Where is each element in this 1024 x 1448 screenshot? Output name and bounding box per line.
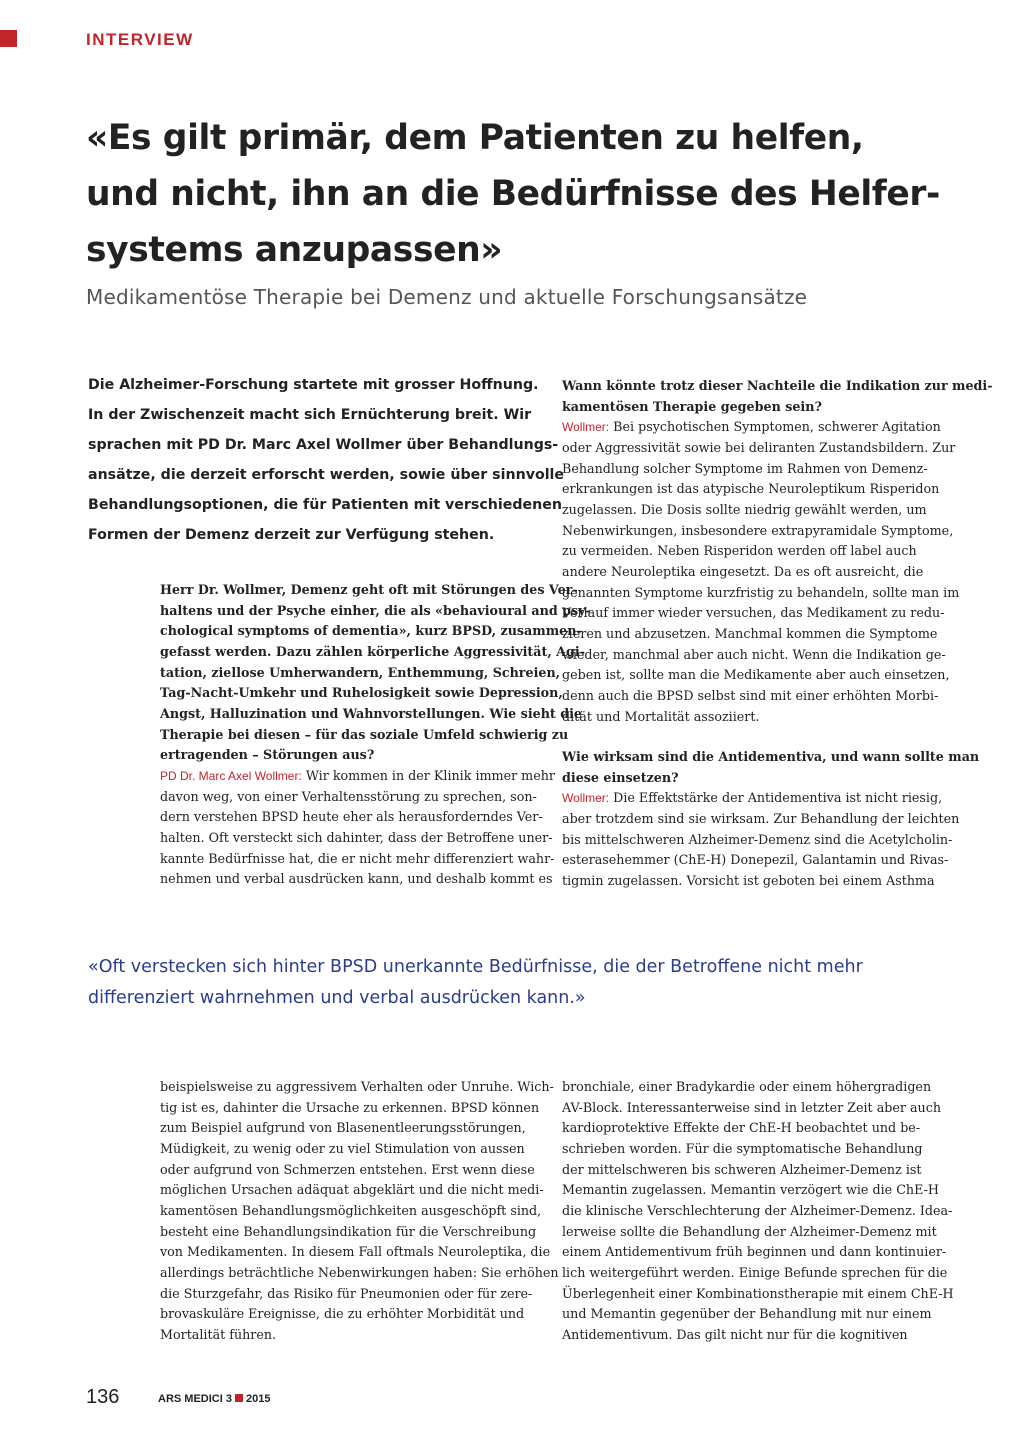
- column-2-top: [562, 376, 993, 892]
- question-line: kamentösen Therapie gegeben sein?: [562, 398, 822, 414]
- question-line: tation, ziellose Umherwandern, Enthemmung, Schreien,: [160, 664, 561, 680]
- answer-text: Bei psychotischen Symptomen, schwerer Agitation: [609, 419, 941, 435]
- answer-line: halten. Oft versteckt sich dahinter, dass der Betroffene uner-: [160, 829, 553, 845]
- journal-name: ARS MEDICI 3: [158, 1393, 232, 1405]
- answer-line: zugelassen. Die Dosis sollte niedrig gewählt werden, um: [562, 501, 927, 517]
- body-line: bronchiale, einer Bradykardie oder einem höhergradigen: [562, 1079, 932, 1094]
- body-line: AV-Block. Interessanterweise sind in letzter Zeit aber auch: [562, 1099, 941, 1115]
- pull-quote: [88, 952, 968, 1014]
- answer-line: [160, 766, 555, 787]
- answer-line: geben ist, sollte man die Medikamente aber auch einsetzen,: [562, 667, 950, 683]
- question-line: gefasst werden. Dazu zählen körperliche Aggressivität, Agi-: [160, 643, 585, 659]
- footer-square-marker: [235, 1394, 243, 1402]
- lead-line: Die Alzheimer-Forschung startete mit grosser Hoffnung.: [88, 377, 539, 393]
- question-line: Herr Dr. Wollmer, Demenz geht oft mit Störungen des Ver-: [160, 582, 578, 597]
- lead-paragraph: [88, 370, 565, 550]
- answer-line: genannten Symptome kurzfristig zu behandeln, sollte man im: [562, 584, 960, 600]
- column-1-bottom: [160, 1077, 559, 1346]
- answer-line: bis mittelschweren Alzheimer-Demenz sind die Acetylcholin-: [562, 831, 953, 847]
- answer-line: zu vermeiden. Neben Risperidon werden off label auch: [562, 543, 917, 559]
- section-marker: [0, 30, 17, 47]
- question-line: diese einsetzen?: [562, 769, 679, 785]
- body-line: kamentösen Behandlungsmöglichkeiten ausgeschöpft sind,: [160, 1202, 542, 1218]
- lead-line: Behandlungsoptionen, die für Patienten mit verschiedenen: [88, 497, 562, 513]
- pull-quote-line: «Oft verstecken sich hinter BPSD unerkannte Bedürfnisse, die der Betroffene nicht mehr: [88, 957, 863, 977]
- question-line: Wie wirksam sind die Antidementiva, und wann sollte man: [562, 749, 980, 765]
- answer-line: davon weg, von einer Verhaltensstörung zu sprechen, son-: [160, 788, 537, 804]
- answer-line: Nebenwirkungen, insbesondere extrapyramidale Symptome,: [562, 522, 954, 538]
- title-line: und nicht, ihn an die Bedürfnisse des Helfer-: [86, 174, 940, 214]
- article-title: [86, 110, 966, 278]
- section-label: INTERVIEW: [86, 30, 194, 49]
- question-line: Angst, Halluzination und Wahnvorstellungen. Wie sieht die: [160, 705, 582, 721]
- lead-line: sprachen mit PD Dr. Marc Axel Wollmer über Behandlungs-: [88, 437, 559, 453]
- body-line: beispielsweise zu aggressivem Verhalten oder Unruhe. Wich-: [160, 1079, 554, 1094]
- answer-line: esterasehemmer (ChE-H) Donepezil, Galantamin und Rivas-: [562, 852, 949, 868]
- speaker-name: Wollmer:: [562, 420, 610, 435]
- answer-line: erkrankungen ist das atypische Neuroleptikum Risperidon: [562, 481, 940, 497]
- body-line: einem Antidementivum früh beginnen und dann kontinuier-: [562, 1244, 947, 1260]
- lead-line: In der Zwischenzeit macht sich Ernüchterung breit. Wir: [88, 407, 532, 423]
- answer-line: kannte Bedürfnisse hat, die er nicht mehr differenziert wahr-: [160, 850, 555, 866]
- answer-line: dität und Mortalität assoziiert.: [562, 708, 760, 724]
- body-line: Memantin zugelassen. Memantin verzögert wie die ChE-H: [562, 1182, 939, 1198]
- answer-text: Wir kommen in der Klinik immer mehr: [301, 767, 555, 783]
- body-line: allerdings beträchtliche Nebenwirkungen haben: Sie erhöhen: [160, 1264, 559, 1280]
- article-subtitle: Medikamentöse Therapie bei Demenz und aktuelle Forschungsansätze: [86, 285, 808, 309]
- answer-line: wieder, manchmal aber auch nicht. Wenn die Indikation ge-: [562, 646, 946, 662]
- title-line: systems anzupassen»: [86, 230, 503, 270]
- answer-line: zieren und abzusetzen. Manchmal kommen die Symptome: [562, 625, 938, 641]
- body-line: schrieben worden. Für die symptomatische Behandlung: [562, 1140, 923, 1156]
- body-line: lerweise sollte die Behandlung der Alzheimer-Demenz mit: [562, 1223, 937, 1239]
- question-line: Tag-Nacht-Umkehr und Ruhelosigkeit sowie Depression,: [160, 685, 563, 701]
- answer-line: [562, 417, 941, 438]
- body-line: brovaskuläre Ereignisse, die zu erhöhter Morbidität und: [160, 1306, 525, 1322]
- question-line: Therapie bei diesen – für das soziale Umfeld schwierig zu: [160, 726, 569, 742]
- answer-line: andere Neuroleptika eingesetzt. Da es oft ausreicht, die: [562, 563, 924, 579]
- answer-line: denn auch die BPSD selbst sind mit einer erhöhten Morbi-: [562, 687, 939, 703]
- speaker-name: Wollmer:: [562, 791, 610, 806]
- body-line: oder aufgrund von Schmerzen entstehen. Erst wenn diese: [160, 1161, 535, 1177]
- body-line: der mittelschweren bis schweren Alzheimer-Demenz ist: [562, 1161, 922, 1177]
- question-line: ertragenden – Störungen aus?: [160, 747, 375, 763]
- pull-quote-line: differenziert wahrnehmen und verbal ausdrücken kann.»: [88, 988, 586, 1008]
- body-line: die Sturzgefahr, das Risiko für Pneumonien oder für zere-: [160, 1285, 533, 1301]
- body-line: möglichen Ursachen adäquat abgeklärt und die nicht medi-: [160, 1182, 544, 1198]
- answer-text: Die Effektstärke der Antidementiva ist nicht riesig,: [609, 790, 943, 806]
- body-line: Mortalität führen.: [160, 1326, 277, 1342]
- body-line: von Medikamenten. In diesem Fall oftmals Neuroleptika, die: [160, 1244, 551, 1260]
- body-line: tig ist es, dahinter die Ursache zu erkennen. BPSD können: [160, 1099, 540, 1115]
- body-line: besteht eine Behandlungsindikation für die Verschreibung: [160, 1223, 537, 1239]
- column-1-top: [160, 580, 591, 890]
- answer-line: Verlauf immer wieder versuchen, das Medikament zu redu-: [562, 605, 945, 621]
- column-2-bottom: [562, 1077, 954, 1346]
- question-line: chological symptoms of dementia», kurz BPSD, zusammen-: [160, 623, 582, 639]
- body-line: die klinische Verschlechterung der Alzheimer-Demenz. Idea-: [562, 1202, 953, 1218]
- body-line: und Memantin gegenüber der Behandlung mit nur einem: [562, 1306, 932, 1322]
- answer-line: tigmin zugelassen. Vorsicht ist geboten bei einem Asthma: [562, 873, 935, 889]
- journal-info: [158, 1393, 270, 1405]
- answer-line: nehmen und verbal ausdrücken kann, und deshalb kommt es: [160, 871, 553, 887]
- body-line: lich weitergeführt werden. Einige Befunde sprechen für die: [562, 1264, 948, 1280]
- body-line: zum Beispiel aufgrund von Blasenentleerungsstörungen,: [160, 1120, 526, 1136]
- question-line: Wann könnte trotz dieser Nachteile die Indikation zur medi-: [562, 378, 993, 393]
- question-line: haltens und der Psyche einher, die als «behavioural and psy-: [160, 602, 591, 618]
- answer-line: oder Aggressivität sowie bei deliranten Zustandsbildern. Zur: [562, 439, 956, 455]
- lead-line: Formen der Demenz derzeit zur Verfügung stehen.: [88, 527, 495, 543]
- speaker-name: PD Dr. Marc Axel Wollmer:: [160, 768, 302, 783]
- answer-line: [562, 788, 943, 809]
- paragraph-gap: [562, 727, 938, 747]
- body-line: Überlegenheit einer Kombinationstherapie mit einem ChE-H: [562, 1285, 954, 1301]
- answer-line: aber trotzdem sind sie wirksam. Zur Behandlung der leichten: [562, 811, 960, 827]
- answer-line: Behandlung solcher Symptome im Rahmen von Demenz-: [562, 460, 928, 476]
- body-line: Müdigkeit, zu wenig oder zu viel Stimulation von aussen: [160, 1140, 525, 1156]
- body-line: Antidementivum. Das gilt nicht nur für die kognitiven: [562, 1326, 908, 1342]
- page-number: 136: [86, 1386, 120, 1408]
- journal-year: 2015: [245, 1393, 271, 1405]
- answer-line: dern verstehen BPSD heute eher als herausforderndes Ver-: [160, 809, 543, 825]
- title-line: «Es gilt primär, dem Patienten zu helfen,: [86, 118, 864, 158]
- lead-line: ansätze, die derzeit erforscht werden, sowie über sinnvolle: [88, 467, 565, 483]
- body-line: kardioprotektive Effekte der ChE-H beobachtet und be-: [562, 1120, 921, 1136]
